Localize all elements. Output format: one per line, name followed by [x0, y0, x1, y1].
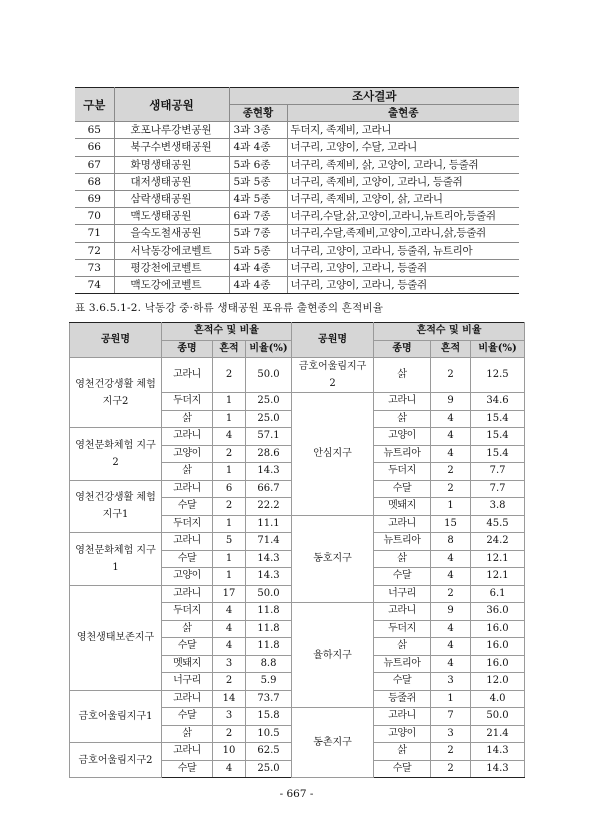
trace-ratio: 16.0 [471, 620, 525, 638]
species-name: 너구리 [162, 673, 213, 691]
species-count: 4과 4종 [229, 259, 287, 276]
mammal-survey-table [75, 87, 519, 294]
row-number: 69 [75, 191, 114, 208]
park-name: 안심지구 [292, 393, 374, 516]
trace-ratio: 15.4 [471, 445, 525, 463]
table-row [75, 208, 519, 225]
header-survey-result: 조사결과 [229, 88, 519, 105]
species-name: 멧돼지 [162, 655, 213, 673]
species-list: 너구리, 고양이, 수달, 고라니 [287, 139, 519, 156]
species-list: 너구리, 고양이, 고라니, 등줄쥐 [287, 277, 519, 294]
header-ratio-left: 비율(%) [246, 340, 292, 358]
header-park-name-right: 공원명 [292, 323, 374, 358]
trace-ratio: 14.3 [246, 550, 292, 568]
species-name: 고라니 [162, 585, 213, 603]
species-name: 뉴트리아 [374, 655, 431, 673]
park-name: 맥도강에코벨트 [114, 277, 229, 294]
species-name: 삵 [162, 725, 213, 743]
table-row [75, 259, 519, 276]
trace-ratio: 24.2 [471, 533, 525, 551]
trace-count: 4 [431, 638, 471, 656]
table-row [75, 139, 519, 156]
species-name: 고라니 [162, 358, 213, 393]
species-name: 너구리 [374, 585, 431, 603]
species-name: 두더지 [162, 393, 213, 411]
park-name: 호포나루강변공원 [114, 122, 229, 139]
species-name: 삵 [374, 638, 431, 656]
header-traces-left: 흔적 [213, 340, 246, 358]
trace-count: 3 [431, 725, 471, 743]
trace-count: 4 [431, 428, 471, 446]
trace-ratio: 7.7 [471, 463, 525, 481]
species-name: 고라니 [374, 708, 431, 726]
species-list: 너구리,수달,삵,고양이,고라니,뉴트리아,등줄쥐 [287, 208, 519, 225]
table2-body [70, 358, 525, 778]
species-name: 고양이 [162, 568, 213, 586]
table-row [75, 277, 519, 294]
species-name: 삵 [374, 743, 431, 761]
trace-ratio: 8.8 [246, 655, 292, 673]
trace-ratio: 21.4 [471, 725, 525, 743]
species-name: 고라니 [162, 428, 213, 446]
species-list: 너구리,수달,족제비,고양이,고라니,삵,등줄쥐 [287, 225, 519, 242]
trace-count: 6 [213, 480, 246, 498]
species-name: 고라니 [374, 515, 431, 533]
species-name: 두더지 [162, 515, 213, 533]
header-species-left: 종명 [162, 340, 213, 358]
trace-ratio: 14.3 [471, 743, 525, 761]
trace-count: 17 [213, 585, 246, 603]
trace-ratio: 22.2 [246, 498, 292, 516]
trace-count: 15 [431, 515, 471, 533]
trace-ratio: 3.8 [471, 498, 525, 516]
species-name: 고양이 [374, 428, 431, 446]
trace-count: 1 [431, 498, 471, 516]
trace-count: 3 [213, 708, 246, 726]
species-count: 4과 5종 [229, 191, 287, 208]
species-name: 수달 [374, 480, 431, 498]
trace-ratio: 28.6 [246, 445, 292, 463]
trace-count: 5 [213, 533, 246, 551]
table-row [75, 191, 519, 208]
trace-ratio: 15.8 [246, 708, 292, 726]
species-name: 뉴트리아 [374, 445, 431, 463]
trace-count: 4 [431, 568, 471, 586]
row-number: 73 [75, 259, 114, 276]
trace-count: 2 [213, 725, 246, 743]
species-name: 삵 [162, 410, 213, 428]
trace-count: 4 [431, 550, 471, 568]
species-name: 고라니 [162, 480, 213, 498]
trace-count: 3 [213, 655, 246, 673]
trace-ratio: 14.3 [246, 463, 292, 481]
trace-count: 2 [213, 498, 246, 516]
species-name: 삵 [374, 410, 431, 428]
trace-ratio: 50.0 [246, 585, 292, 603]
trace-ratio: 57.1 [246, 428, 292, 446]
species-count: 3과 3종 [229, 122, 287, 139]
header-trace-ratio-left: 흔적수 및 비율 [162, 323, 292, 341]
species-list: 두더지, 족제비, 고라니 [287, 122, 519, 139]
trace-count: 4 [431, 445, 471, 463]
species-name: 수달 [162, 638, 213, 656]
species-count: 4과 4종 [229, 277, 287, 294]
trace-ratio: 14.3 [246, 568, 292, 586]
trace-ratio: 15.4 [471, 410, 525, 428]
species-name: 수달 [162, 760, 213, 778]
trace-count: 8 [431, 533, 471, 551]
park-name: 금호어울림지구2 [292, 358, 374, 393]
park-name: 동촌지구 [292, 708, 374, 778]
species-name: 고양이 [162, 445, 213, 463]
species-list: 너구리, 족제비, 고양이, 삵, 고라니 [287, 191, 519, 208]
trace-ratio: 11.8 [246, 638, 292, 656]
species-name: 뉴트리아 [374, 533, 431, 551]
park-name: 영천문화체험 지구1 [70, 533, 162, 586]
species-list: 너구리, 고양이, 고라니, 등줄쥐, 뉴트리아 [287, 242, 519, 259]
row-number: 74 [75, 277, 114, 294]
trace-ratio: 50.0 [246, 358, 292, 393]
trace-ratio: 25.0 [246, 410, 292, 428]
species-list: 너구리, 족제비, 삵, 고양이, 고라니, 등줄쥐 [287, 156, 519, 173]
header-traces-right: 흔적 [431, 340, 471, 358]
trace-ratio-table [69, 322, 525, 778]
park-name: 영천건강생활 체험지구2 [70, 358, 162, 428]
trace-count: 9 [431, 393, 471, 411]
species-count: 5과 5종 [229, 173, 287, 190]
trace-ratio: 15.4 [471, 428, 525, 446]
table-caption: 표 3.6.5.1-2. 낙동강 중·하류 생태공원 포유류 출현종의 흔적비율 [75, 302, 384, 314]
header-ratio-right: 비율(%) [471, 340, 525, 358]
species-count: 4과 4종 [229, 139, 287, 156]
species-name: 멧돼지 [374, 498, 431, 516]
trace-ratio: 25.0 [246, 393, 292, 411]
trace-ratio: 12.1 [471, 568, 525, 586]
trace-ratio: 62.5 [246, 743, 292, 761]
species-name: 삵 [374, 550, 431, 568]
park-name: 북구수변생태공원 [114, 139, 229, 156]
table-row [75, 225, 519, 242]
park-name: 영천건강생활 체험지구1 [70, 480, 162, 533]
trace-count: 2 [431, 480, 471, 498]
row-number: 66 [75, 139, 114, 156]
trace-ratio: 5.9 [246, 673, 292, 691]
trace-count: 4 [431, 410, 471, 428]
species-name: 수달 [374, 673, 431, 691]
table-row [75, 173, 519, 190]
species-name: 고라니 [374, 603, 431, 621]
species-list: 너구리, 고양이, 고라니, 등줄쥐 [287, 259, 519, 276]
header-species-status: 종현황 [229, 105, 287, 122]
trace-count: 1 [213, 463, 246, 481]
species-count: 6과 7종 [229, 208, 287, 225]
trace-ratio: 73.7 [246, 690, 292, 708]
trace-ratio: 12.5 [471, 358, 525, 393]
header-trace-ratio-right: 흔적수 및 비율 [374, 323, 525, 341]
park-name: 금호어울림지구1 [70, 690, 162, 743]
table1-body [75, 122, 519, 294]
trace-ratio: 10.5 [246, 725, 292, 743]
species-name: 수달 [374, 568, 431, 586]
park-name: 서낙동강에코벨트 [114, 242, 229, 259]
trace-count: 4 [213, 760, 246, 778]
trace-ratio: 25.0 [246, 760, 292, 778]
trace-ratio: 34.6 [471, 393, 525, 411]
table-row [70, 358, 525, 393]
trace-count: 4 [213, 638, 246, 656]
page-number: - 667 - [279, 788, 314, 800]
park-name: 영천생태보존지구 [70, 585, 162, 690]
species-name: 고양이 [374, 725, 431, 743]
species-name: 삵 [374, 358, 431, 393]
table-row [75, 122, 519, 139]
species-count: 5과 5종 [229, 242, 287, 259]
trace-count: 1 [213, 550, 246, 568]
row-number: 68 [75, 173, 114, 190]
row-number: 71 [75, 225, 114, 242]
species-name: 고라니 [374, 393, 431, 411]
trace-ratio: 11.8 [246, 620, 292, 638]
trace-ratio: 50.0 [471, 708, 525, 726]
species-count: 5과 6종 [229, 156, 287, 173]
trace-count: 2 [213, 358, 246, 393]
species-name: 수달 [374, 760, 431, 778]
species-name: 삵 [162, 463, 213, 481]
park-name: 삼락생태공원 [114, 191, 229, 208]
trace-ratio: 6.1 [471, 585, 525, 603]
trace-count: 1 [213, 515, 246, 533]
trace-count: 4 [213, 603, 246, 621]
header-occurring-species: 출현종 [287, 105, 519, 122]
row-number: 65 [75, 122, 114, 139]
species-name: 고라니 [162, 743, 213, 761]
trace-ratio: 16.0 [471, 655, 525, 673]
trace-count: 4 [213, 620, 246, 638]
trace-ratio: 14.3 [471, 760, 525, 778]
trace-count: 4 [213, 428, 246, 446]
trace-count: 7 [431, 708, 471, 726]
trace-count: 2 [431, 463, 471, 481]
trace-count: 4 [431, 655, 471, 673]
species-name: 고라니 [162, 533, 213, 551]
species-name: 두더지 [374, 463, 431, 481]
trace-ratio: 66.7 [246, 480, 292, 498]
trace-count: 2 [431, 743, 471, 761]
trace-count: 1 [213, 393, 246, 411]
park-name: 금호어울림지구2 [70, 743, 162, 778]
header-park: 생태공원 [114, 88, 229, 122]
species-name: 등줄쥐 [374, 690, 431, 708]
trace-ratio: 11.1 [246, 515, 292, 533]
species-list: 너구리, 족제비, 고양이, 고라니, 등줄쥐 [287, 173, 519, 190]
row-number: 67 [75, 156, 114, 173]
species-name: 두더지 [374, 620, 431, 638]
species-name: 삵 [162, 620, 213, 638]
table-row [75, 156, 519, 173]
park-name: 대저생태공원 [114, 173, 229, 190]
species-name: 두더지 [162, 603, 213, 621]
species-name: 수달 [162, 550, 213, 568]
species-name: 고라니 [162, 690, 213, 708]
trace-count: 3 [431, 673, 471, 691]
park-name: 평강천에코벨트 [114, 259, 229, 276]
trace-ratio: 7.7 [471, 480, 525, 498]
trace-count: 2 [213, 445, 246, 463]
species-name: 수달 [162, 708, 213, 726]
species-count: 5과 7종 [229, 225, 287, 242]
trace-count: 2 [213, 673, 246, 691]
trace-ratio: 71.4 [246, 533, 292, 551]
trace-count: 4 [431, 620, 471, 638]
table-row [75, 242, 519, 259]
trace-ratio: 11.8 [246, 603, 292, 621]
row-number: 70 [75, 208, 114, 225]
trace-count: 10 [213, 743, 246, 761]
trace-count: 2 [431, 358, 471, 393]
park-name: 화명생태공원 [114, 156, 229, 173]
trace-count: 1 [213, 410, 246, 428]
species-name: 수달 [162, 498, 213, 516]
row-number: 72 [75, 242, 114, 259]
trace-count: 2 [431, 585, 471, 603]
park-name: 율하지구 [292, 603, 374, 708]
trace-ratio: 4.0 [471, 690, 525, 708]
park-name: 영천문화체험 지구2 [70, 428, 162, 481]
park-name: 을숙도철새공원 [114, 225, 229, 242]
trace-ratio: 36.0 [471, 603, 525, 621]
trace-count: 1 [431, 690, 471, 708]
trace-count: 2 [431, 760, 471, 778]
header-park-name-left: 공원명 [70, 323, 162, 358]
trace-ratio: 45.5 [471, 515, 525, 533]
trace-count: 9 [431, 603, 471, 621]
trace-count: 1 [213, 568, 246, 586]
park-name: 맥도생태공원 [114, 208, 229, 225]
trace-ratio: 16.0 [471, 638, 525, 656]
trace-ratio: 12.0 [471, 673, 525, 691]
park-name: 동호지구 [292, 515, 374, 603]
header-division: 구분 [75, 88, 114, 122]
trace-count: 14 [213, 690, 246, 708]
header-species-right: 종명 [374, 340, 431, 358]
trace-ratio: 12.1 [471, 550, 525, 568]
